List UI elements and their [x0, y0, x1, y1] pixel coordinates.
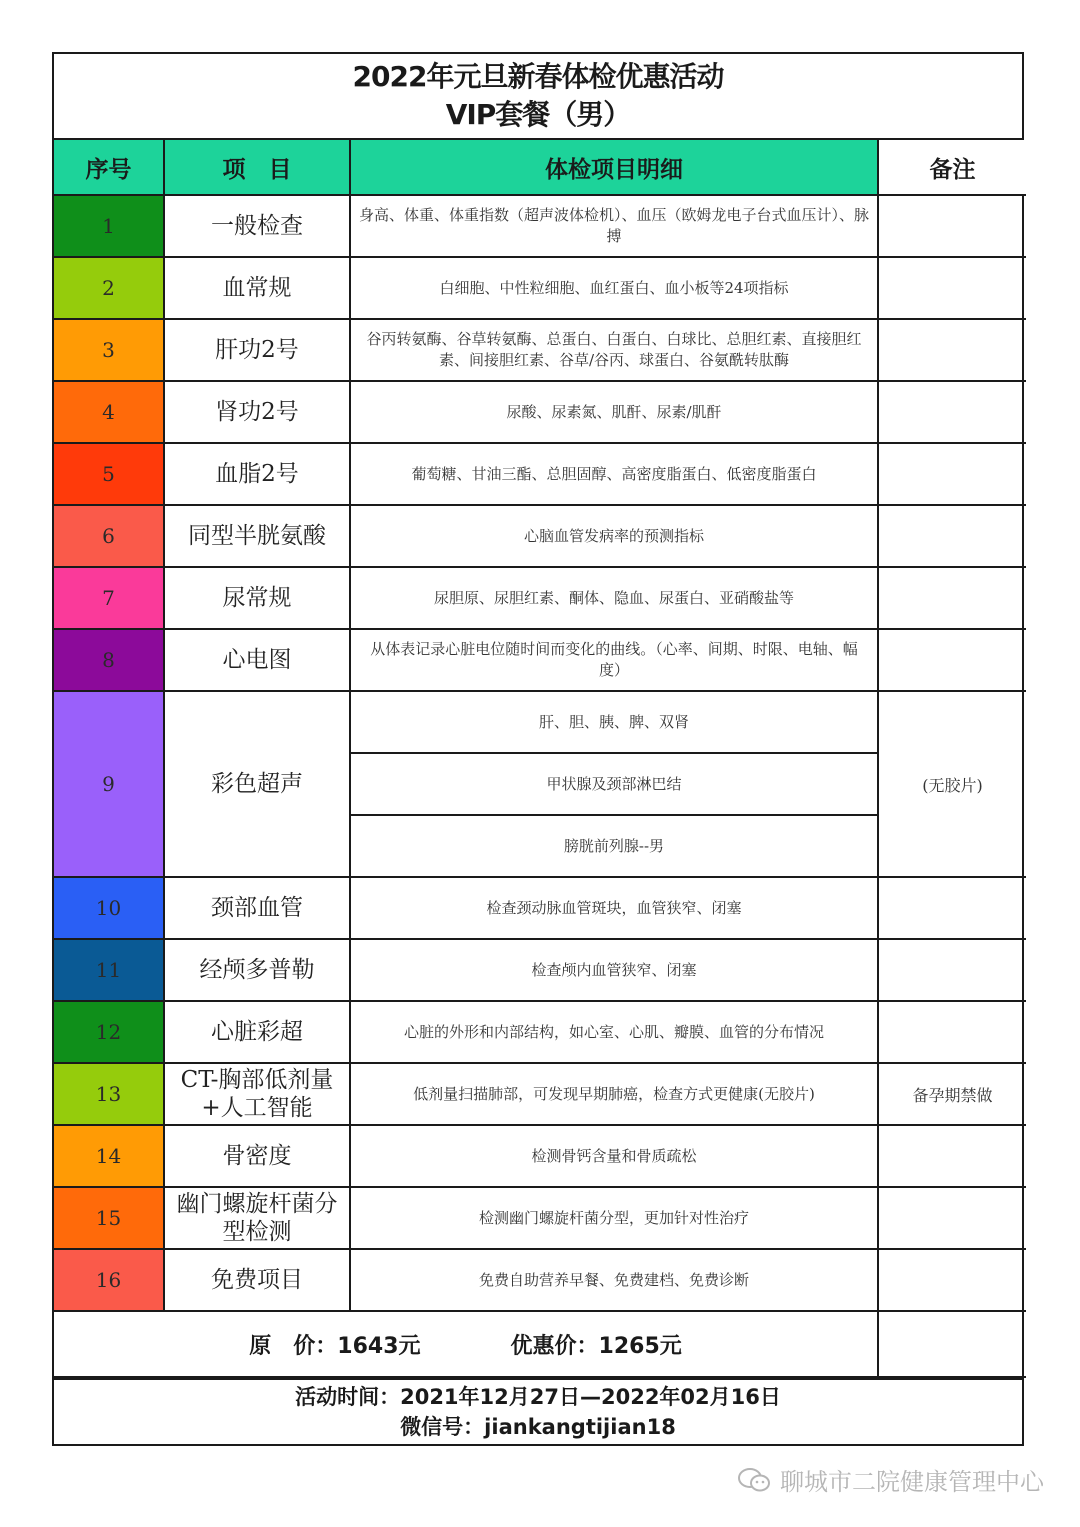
row-note — [878, 939, 1026, 1001]
row-note — [878, 629, 1026, 691]
row-number: 9 — [54, 691, 164, 877]
table-row — [54, 1063, 1026, 1125]
price-note-cell — [878, 1311, 1026, 1377]
row-number: 4 — [54, 381, 164, 443]
row-detail: 肝、胆、胰、脾、双肾 — [350, 691, 878, 753]
health-package-sheet — [52, 52, 1024, 1446]
row-number: 16 — [54, 1249, 164, 1311]
row-detail: 尿酸、尿素氮、肌酐、尿素/肌酐 — [350, 381, 878, 443]
row-note — [878, 1125, 1026, 1187]
footer-block — [54, 1378, 1022, 1444]
row-item: 血常规 — [164, 257, 350, 319]
table-row — [54, 319, 1026, 381]
row-detail: 检查颈动脉血管斑块，血管狭窄、闭塞 — [350, 877, 878, 939]
row-number: 13 — [54, 1063, 164, 1125]
row-note: 备孕期禁做 — [878, 1063, 1026, 1125]
package-subtitle: VIP套餐（男） — [445, 98, 631, 131]
table-row — [54, 629, 1026, 691]
row-number: 11 — [54, 939, 164, 1001]
row-item: 肝功2号 — [164, 319, 350, 381]
row-detail: 甲状腺及颈部淋巴结 — [350, 753, 878, 815]
row-note — [878, 505, 1026, 567]
row-item: 心电图 — [164, 629, 350, 691]
row-number: 3 — [54, 319, 164, 381]
column-header-item: 项 目 — [164, 140, 350, 195]
row-detail: 检测幽门螺旋杆菌分型，更加针对性治疗 — [350, 1187, 878, 1249]
row-number: 2 — [54, 257, 164, 319]
column-header-detail: 体检项目明细 — [350, 140, 878, 195]
row-number: 10 — [54, 877, 164, 939]
table-row — [54, 1125, 1026, 1187]
row-note — [878, 1249, 1026, 1311]
row-item: 骨密度 — [164, 1125, 350, 1187]
wechat-icon — [736, 1466, 772, 1494]
row-item: 一般检查 — [164, 195, 350, 257]
row-detail: 尿胆原、尿胆红素、酮体、隐血、尿蛋白、亚硝酸盐等 — [350, 567, 878, 629]
table-row — [54, 1249, 1026, 1311]
row-item: 免费项目 — [164, 1249, 350, 1311]
table-row — [54, 505, 1026, 567]
discount-price: 优惠价：1265元 — [510, 1333, 682, 1359]
table-row — [54, 257, 1026, 319]
row-detail: 检测骨钙含量和骨质疏松 — [350, 1125, 878, 1187]
activity-period: 活动时间：2021年12月27日—2022年02月16日 — [295, 1385, 781, 1409]
row-number: 7 — [54, 567, 164, 629]
row-number: 14 — [54, 1125, 164, 1187]
row-note — [878, 195, 1026, 257]
table-row — [54, 939, 1026, 1001]
table-row — [54, 381, 1026, 443]
row-note — [878, 1187, 1026, 1249]
price-cell — [54, 1311, 878, 1377]
row-note — [878, 567, 1026, 629]
row-note: (无胶片) — [878, 691, 1026, 877]
price-row — [54, 1311, 1026, 1377]
row-detail: 谷丙转氨酶、谷草转氨酶、总蛋白、白蛋白、白球比、总胆红素、直接胆红素、间接胆红素、谷草/谷丙、球蛋白、谷氨酰转肽酶 — [350, 319, 878, 381]
watermark — [736, 1462, 1044, 1497]
exam-table — [54, 140, 1026, 1378]
row-number: 15 — [54, 1187, 164, 1249]
row-note — [878, 877, 1026, 939]
row-number: 6 — [54, 505, 164, 567]
table-row — [54, 1001, 1026, 1063]
row-note — [878, 319, 1026, 381]
row-detail: 白细胞、中性粒细胞、血红蛋白、血小板等24项指标 — [350, 257, 878, 319]
row-number: 5 — [54, 443, 164, 505]
row-detail: 低剂量扫描肺部，可发现早期肺癌，检查方式更健康(无胶片) — [350, 1063, 878, 1125]
table-row — [54, 691, 1026, 753]
page-title: 2022年元旦新春体检优惠活动 — [352, 60, 724, 93]
table-row — [54, 443, 1026, 505]
row-note — [878, 1001, 1026, 1063]
row-note — [878, 257, 1026, 319]
table-row — [54, 1187, 1026, 1249]
table-row — [54, 195, 1026, 257]
row-item: CT-胸部低剂量+人工智能 — [164, 1063, 350, 1125]
row-number: 8 — [54, 629, 164, 691]
row-item: 血脂2号 — [164, 443, 350, 505]
row-number: 1 — [54, 195, 164, 257]
row-item: 尿常规 — [164, 567, 350, 629]
row-note — [878, 443, 1026, 505]
wechat-id: 微信号：jiankangtijian18 — [400, 1415, 676, 1439]
column-header-number: 序号 — [54, 140, 164, 195]
original-price: 原 价：1643元 — [249, 1333, 421, 1359]
row-detail: 检查颅内血管狭窄、闭塞 — [350, 939, 878, 1001]
row-note — [878, 381, 1026, 443]
row-detail: 膀胱前列腺--男 — [350, 815, 878, 877]
row-number: 12 — [54, 1001, 164, 1063]
row-detail: 从体表记录心脏电位随时间而变化的曲线。（心率、间期、时限、电轴、幅度） — [350, 629, 878, 691]
table-row — [54, 567, 1026, 629]
row-detail: 身高、体重、体重指数（超声波体检机）、血压（欧姆龙电子台式血压计）、脉搏 — [350, 195, 878, 257]
title-block — [54, 54, 1022, 140]
row-item: 幽门螺旋杆菌分型检测 — [164, 1187, 350, 1249]
row-item: 彩色超声 — [164, 691, 350, 877]
row-detail: 免费自助营养早餐、免费建档、免费诊断 — [350, 1249, 878, 1311]
watermark-text: 聊城市二院健康管理中心 — [780, 1468, 1044, 1496]
row-detail: 葡萄糖、甘油三酯、总胆固醇、高密度脂蛋白、低密度脂蛋白 — [350, 443, 878, 505]
row-item: 心脏彩超 — [164, 1001, 350, 1063]
table-row — [54, 877, 1026, 939]
row-detail: 心脏的外形和内部结构，如心室、心肌、瓣膜、血管的分布情况 — [350, 1001, 878, 1063]
row-item: 颈部血管 — [164, 877, 350, 939]
column-header-note: 备注 — [878, 140, 1026, 195]
row-item: 同型半胱氨酸 — [164, 505, 350, 567]
row-item: 肾功2号 — [164, 381, 350, 443]
row-item: 经颅多普勒 — [164, 939, 350, 1001]
row-detail: 心脑血管发病率的预测指标 — [350, 505, 878, 567]
